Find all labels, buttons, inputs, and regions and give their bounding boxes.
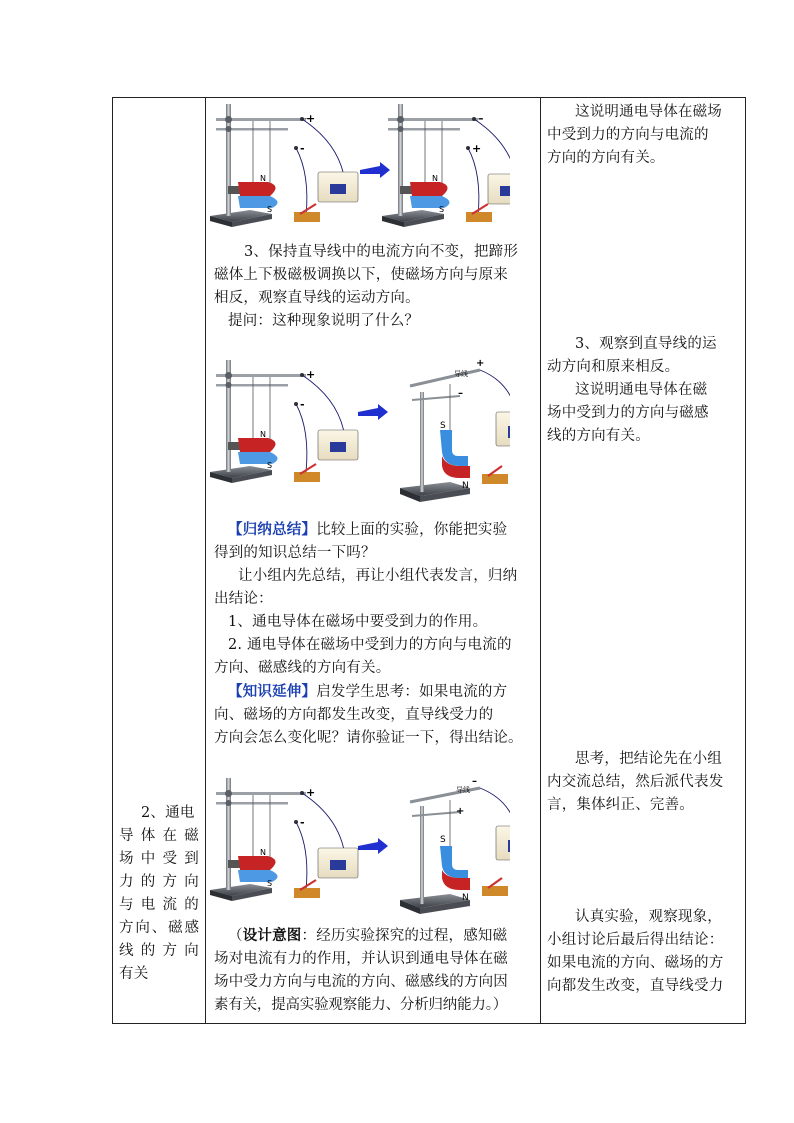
experiment-figure-3 [210,774,510,924]
summary-text: 【归纳总结】比较上面的实验，你能把实验 得到的知识总结一下吗？ 让小组内先总结，再让小组代表发言，归纳 出结论： 1、通电导体在磁场中要受到力的作用。 2. 通电导体在磁场中受到力的方向与电流的 方向、磁感线的方向有关。 【知识延伸】启发学生思考：如果电流的方 向、磁场的方向都发生改变，直导线受力的 方向会怎么变化呢？请你验证一下，得出结论。 [214,521,523,746]
svg-text:N: N [462,481,469,491]
svg-text:S: S [267,879,273,888]
svg-text:S: S [440,421,446,431]
svg-text:–: – [478,112,484,125]
svg-text:磁铁: 磁铁 [426,436,440,444]
svg-text:-: - [300,398,305,411]
svg-text:导线: 导线 [454,370,468,378]
arrow-icon [358,838,388,854]
svg-text:磁铁: 磁铁 [426,850,440,858]
svg-text:N: N [260,430,266,439]
experiment-figure-1 [210,100,510,242]
svg-text:导线: 导线 [456,786,470,794]
svg-text:–: – [458,388,463,399]
svg-text:+: + [306,786,316,799]
topic-heading: 2、通电 导体在磁 场中受到 力的方向 与电流的 方向、磁感 线的方向 有关 [119,805,199,982]
student-note-2: 3、观察到直导线的运 动方向和原来相反。 这说明通电导体在磁 场中受到力的方向与磁感 线的方向有关。 [547,336,717,444]
svg-text:+: + [472,142,482,155]
svg-text:N: N [462,893,469,903]
svg-text:S: S [267,205,273,214]
experiment-figure-2 [210,354,510,512]
lesson-table [112,97,746,1024]
topic-column [113,98,205,1023]
arrow-icon [358,404,388,420]
apparatus-right [382,104,510,227]
svg-text:S: S [267,461,273,470]
student-activity-column [541,98,746,1023]
svg-text:N: N [432,174,438,183]
svg-text:+: + [306,112,316,125]
svg-text:N: N [260,848,266,857]
step3-text: 3、保持直导线中的电流方向不变，把蹄形 磁体上下极磁极调换以下，使磁场方向与原来 相反，观察直导线的运动方向。 提问：这种现象说明了什么？ [214,244,519,329]
extend-label: 【知识延伸】 [228,683,317,700]
svg-text:–: – [472,776,477,787]
svg-text:-: - [300,142,305,155]
student-note-3: 思考，把结论先在小组 内交流总结，然后派代表发 言，集体纠正、完善。 [547,751,724,813]
svg-text:N: N [260,174,266,183]
apparatus-left [210,104,358,227]
summary-label: 【归纳总结】 [228,521,317,538]
student-note-4: 认真实验，观察现象， 小组讨论后最后得出结论： 如果电流的方向、磁场的方 向都发生改变，直导线受力 [547,909,724,994]
svg-text:S: S [440,835,446,845]
arrow-icon [360,162,390,178]
svg-text:+: + [306,368,316,381]
teacher-activity-column [206,98,540,1023]
svg-text:S: S [439,205,445,214]
design-intent-text: （设计意图：经历实验探究的过程，感知磁 场对电流有力的作用，并认识到通电导体在磁 场中受力方向与电流的方向、磁感线的方向因 素有关，提高实验观察能力、分析归纳能力。） [214,927,508,1013]
svg-text:+: + [476,358,485,369]
svg-text:-: - [300,816,305,829]
svg-text:+: + [456,806,465,817]
design-intent-label: 设计意图 [242,927,302,944]
student-note-1: 这说明通电导体在磁场 中受到力的方向与电流的 方向的方向有关。 [547,104,722,166]
